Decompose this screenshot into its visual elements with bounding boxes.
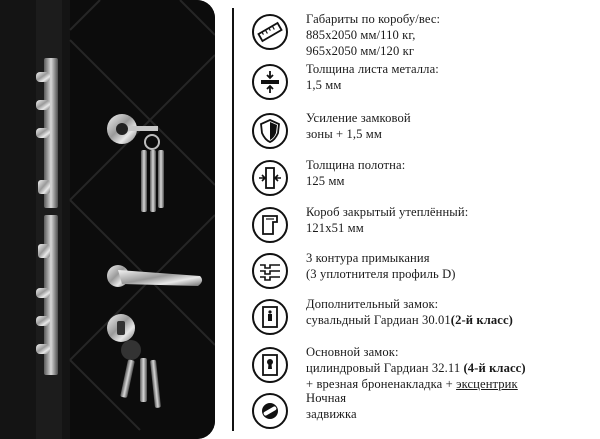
- lock-model: цилиндровый Гардиан 32.11: [306, 361, 461, 375]
- lever-lock-icon: [252, 299, 288, 335]
- ruler-icon: [252, 14, 288, 50]
- door-illustration: [0, 0, 215, 439]
- lock-model: сувальдный Гардиан 30.01: [306, 313, 451, 327]
- spec-line: задвижка: [306, 407, 357, 421]
- night-latch-icon: [252, 393, 288, 429]
- spec-line: 121х51 мм: [306, 221, 364, 235]
- vertical-divider: [232, 8, 234, 431]
- armor-plate-text: + врезная броненакладка +: [306, 377, 457, 391]
- spec-line: Габариты по коробу/вес:: [306, 12, 441, 26]
- metal-thickness-icon: [252, 64, 288, 100]
- spec-line: Ночная: [306, 391, 347, 405]
- spec-line: 965х2050 мм/120 кг: [306, 44, 415, 58]
- spec-line: Основной замок:: [306, 345, 399, 359]
- spec-line: (3 уплотнителя профиль D): [306, 267, 456, 281]
- cylinder-lock-icon: [252, 347, 288, 383]
- spec-line: 1,5 мм: [306, 78, 342, 92]
- spec-list: [252, 0, 600, 439]
- lock-class: (2-й класс): [450, 313, 513, 327]
- seal-contour-icon: [252, 253, 288, 289]
- shield-icon: [252, 113, 288, 149]
- spec-line: Короб закрытый утеплённый:: [306, 205, 469, 219]
- lock-class: (4-й класс): [463, 361, 526, 375]
- spec-line: Дополнительный замок:: [306, 297, 439, 311]
- spec-line: зоны + 1,5 мм: [306, 127, 382, 141]
- door-thickness-icon: [252, 160, 288, 196]
- spec-line: Толщина полотна:: [306, 158, 406, 172]
- spec-line: [306, 360, 600, 376]
- frame-icon: [252, 207, 288, 243]
- spec-line: 3 контура примыкания: [306, 251, 430, 265]
- spec-line: Толщина листа металла:: [306, 62, 439, 76]
- spec-line: [306, 312, 600, 328]
- door-image: [0, 0, 215, 439]
- spec-line: 125 мм: [306, 174, 345, 188]
- spec-line: Усиление замковой: [306, 111, 411, 125]
- spec-line: 885х2050 мм/110 кг,: [306, 28, 416, 42]
- eccentric-text: эксцентрик: [456, 377, 518, 391]
